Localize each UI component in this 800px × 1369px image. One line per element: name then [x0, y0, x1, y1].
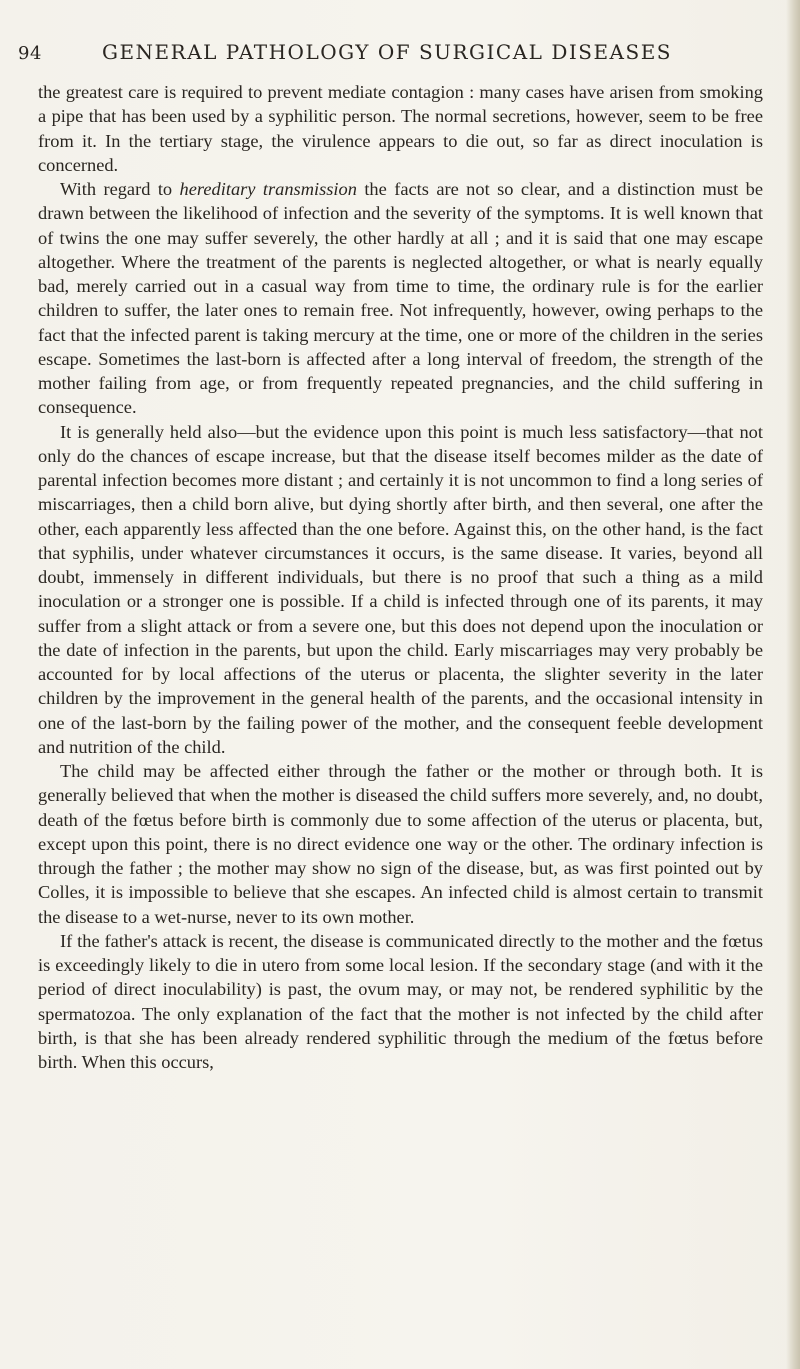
page-header — [18, 40, 768, 64]
page-number: 94 — [18, 43, 42, 64]
paragraph-lead: With regard to — [60, 179, 180, 199]
paragraph-rest: the facts are not so clear, and a distinction must be drawn between the likelihood of infection and the severity of the symptoms. It is well known that of twins the one may suffer severely, the other hardly at all ; and it is said that one may escape altogether. Where the treatment of the parents is neglected altogether, or what is nearly equally bad, merely carried out in a casual way from time to time, the ordinary rule is for the earlier children to suffer, the later ones to remain free. Not infrequently, however, owing perhaps to the fact that the infected parent is taking mercury at the time, one or more of the children in the series escape. Sometimes the last-born is affected after a long interval of freedom, the strength of the mother failing from age, or from frequently repeated pregnancies, and the child suffering in consequence. — [38, 179, 763, 418]
paragraph-mediate-contagion: the greatest care is required to prevent mediate contagion : many cases have arisen from smoking a pipe that has been used by a syphilitic person. The normal secretions, however, seem to be free from it. In the tertiary stage, the virulence appears to die out, so far as direct inoculation is concerned. — [38, 82, 763, 175]
page-edge — [786, 0, 800, 1369]
paragraph-parental-infection: It is generally held also—but the evidence upon this point is much less satisfactory—that not only do the chances of escape increase, but that the disease itself becomes milder as the date of parental infection becomes more distant ; and certainly it is not uncommon to find a long series of miscarriages, then a child born alive, but dying shortly after birth, and then several, one after the other, each apparently less affected than the one before. Against this, on the other hand, is the fact that syphilis, under whatever circumstances it occurs, is the same disease. It varies, beyond all doubt, immensely in different individuals, but there is no proof that such a thing as a mild inoculation or a stronger one is possible. If a child is infected through one of its parents, it may suffer from a slight attack or from a severe one, but this does not depend upon the inoculation or the date of infection in the parents, but upon the child. Early miscarriages may very probably be accounted for by local affections of the uterus or placenta, the slighter severity in the later children by the improvement in the general health of the parents, and the occasional intensity in one of the last-born by the failing power of the mother, and the consequent feeble development and nutrition of the child. — [38, 421, 763, 757]
paragraph-hereditary-transmission — [38, 177, 763, 420]
paragraph-fathers-attack: If the father's attack is recent, the disease is communicated directly to the mother and the fœtus is exceedingly likely to die in utero from some local lesion. If the secondary stage (and with it the period of direct inoculability) is past, the ovum may, or may not, be rendered syphilitic by the spermatozoa. The only explanation of the fact that the mother is not infected by the child after birth, is that she has been already rendered syphilitic through the medium of the fœtus before birth. When this occurs, — [38, 930, 763, 1072]
italic-term: hereditary transmission — [179, 179, 357, 199]
paragraph-father-or-mother: The child may be affected either through the father or the mother or through both. It is generally believed that when the mother is diseased the child suffers more severely, and, no doubt, death of the fœtus before birth is commonly due to some affection of the uterus or placenta, but, except upon this point, there is no direct evidence one way or the other. The ordinary infection is through the father ; the mother may show no sign of the disease, but, as was first pointed out by Colles, it is impossible to believe that she escapes. An infected child is almost certain to transmit the disease to a wet-nurse, never to its own mother. — [38, 761, 763, 927]
body-text — [38, 80, 763, 1074]
running-title: GENERAL PATHOLOGY OF SURGICAL DISEASES — [101, 40, 673, 64]
